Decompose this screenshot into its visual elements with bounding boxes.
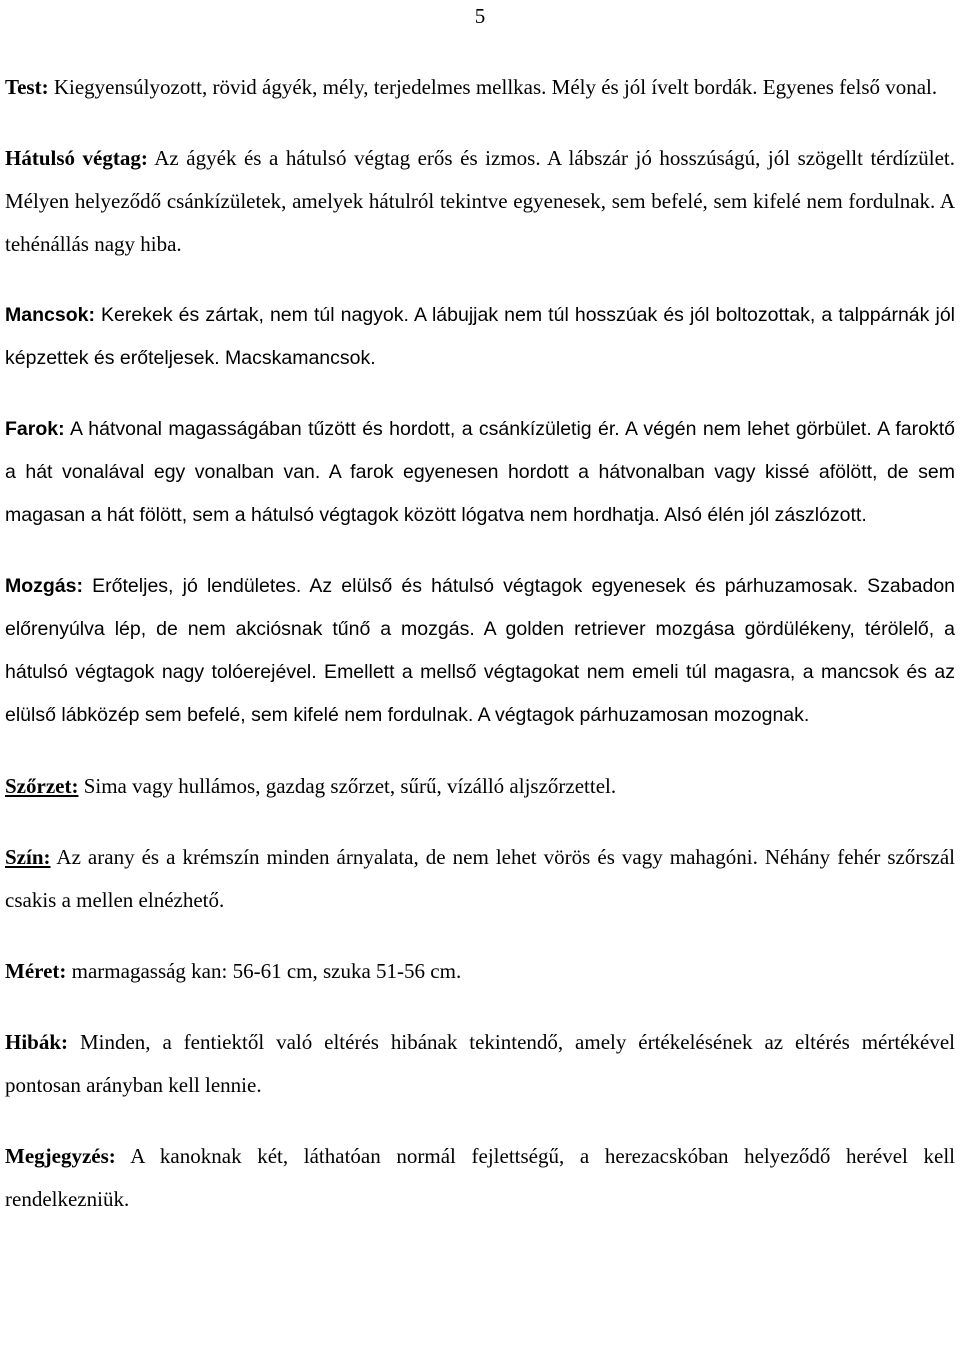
section-text: Kerekek és zártak, nem túl nagyok. A lábujjak nem túl hosszúak és jól boltozottak, a talppárnák jól képzettek és erőteljesek. Macskamancsok. xyxy=(5,304,955,369)
page-number: 5 xyxy=(474,4,486,28)
document-body xyxy=(5,66,955,1249)
section-text: Az arany és a krémszín minden árnyalata, de nem lehet vörös és vagy mahagóni. Néhány fehér szőrszál csakis a mellen elnézhető. xyxy=(5,845,956,912)
section-text: marmagasság kan: 56-61 cm, szuka 51-56 cm. xyxy=(71,959,462,983)
section-text: Sima vagy hullámos, gazdag szőrzet, sűrű, vízálló aljszőrzettel. xyxy=(83,774,617,798)
section-text: Kiegyensúlyozott, rövid ágyék, mély, terjedelmes mellkas. Mély és jól ívelt bordák. Egyenes felső vonal. xyxy=(53,75,938,99)
section-mozgas xyxy=(5,565,955,737)
section-label: Szín: xyxy=(5,845,51,869)
section-hibak xyxy=(5,1021,955,1107)
section-label: Hibák: xyxy=(5,1030,69,1054)
section-label: Szőrzet: xyxy=(5,774,79,798)
section-szin xyxy=(5,836,955,922)
section-label: Test: xyxy=(5,75,49,99)
section-text: Minden, a fentiektől való eltérés hibának tekintendő, amely értékelésének az eltérés mértékével pontosan arányban kell lennie. xyxy=(5,1030,956,1097)
section-label: Mozgás: xyxy=(5,575,83,597)
section-szorzet xyxy=(5,765,955,808)
section-label: Méret: xyxy=(5,959,67,983)
section-meret xyxy=(5,950,955,993)
section-label: Hátulsó végtag: xyxy=(5,146,148,170)
section-mancsok xyxy=(5,294,955,380)
section-label: Megjegyzés: xyxy=(5,1144,116,1168)
section-megjegyzes xyxy=(5,1135,955,1221)
section-text: A kanoknak két, láthatóan normál fejlettségű, a herezacskóban helyeződő herével kell rendelkezniük. xyxy=(5,1144,955,1211)
section-hatulso-vegtag xyxy=(5,137,955,266)
section-text: Erőteljes, jó lendületes. Az elülső és hátulsó végtagok egyenesek és párhuzamosak. Szabadon előrenyúlva lép, de nem akciósnak tűnő a mozgás. A golden retriever mozgása gördülékeny, térölelő, a hátulsó végtagok nagy tolóerejével. Emellett a mellső végtagokat nem emeli túl magasra, a mancsok és az elülső lábközép sem befelé, sem kifelé nem fordulnak. A végtagok párhuzamosan mozognak. xyxy=(5,575,956,726)
section-text: A hátvonal magasságában tűzött és hordott, a csánkízületig ér. A végén nem lehet görbület. A faroktő a hát vonalával egy vonalban van. A farok egyenesen hordott a hátvonalban vagy kissé afölött, de sem magasan a hát fölött, sem a hátulsó végtagok között lógatva nem hordhatja. Alsó élén jól zászlózott. xyxy=(5,418,956,526)
section-farok xyxy=(5,408,955,537)
section-test xyxy=(5,66,955,109)
section-label: Farok: xyxy=(5,418,65,440)
section-text: Az ágyék és a hátulsó végtag erős és izmos. A lábszár jó hosszúságú, jól szögellt térdízület. Mélyen helyeződő csánkízületek, amelyek hátulról tekintve egyenesek, sem befelé, sem kifelé nem fordulnak. A tehénállás nagy hiba. xyxy=(5,146,955,256)
section-label: Mancsok: xyxy=(5,304,95,326)
